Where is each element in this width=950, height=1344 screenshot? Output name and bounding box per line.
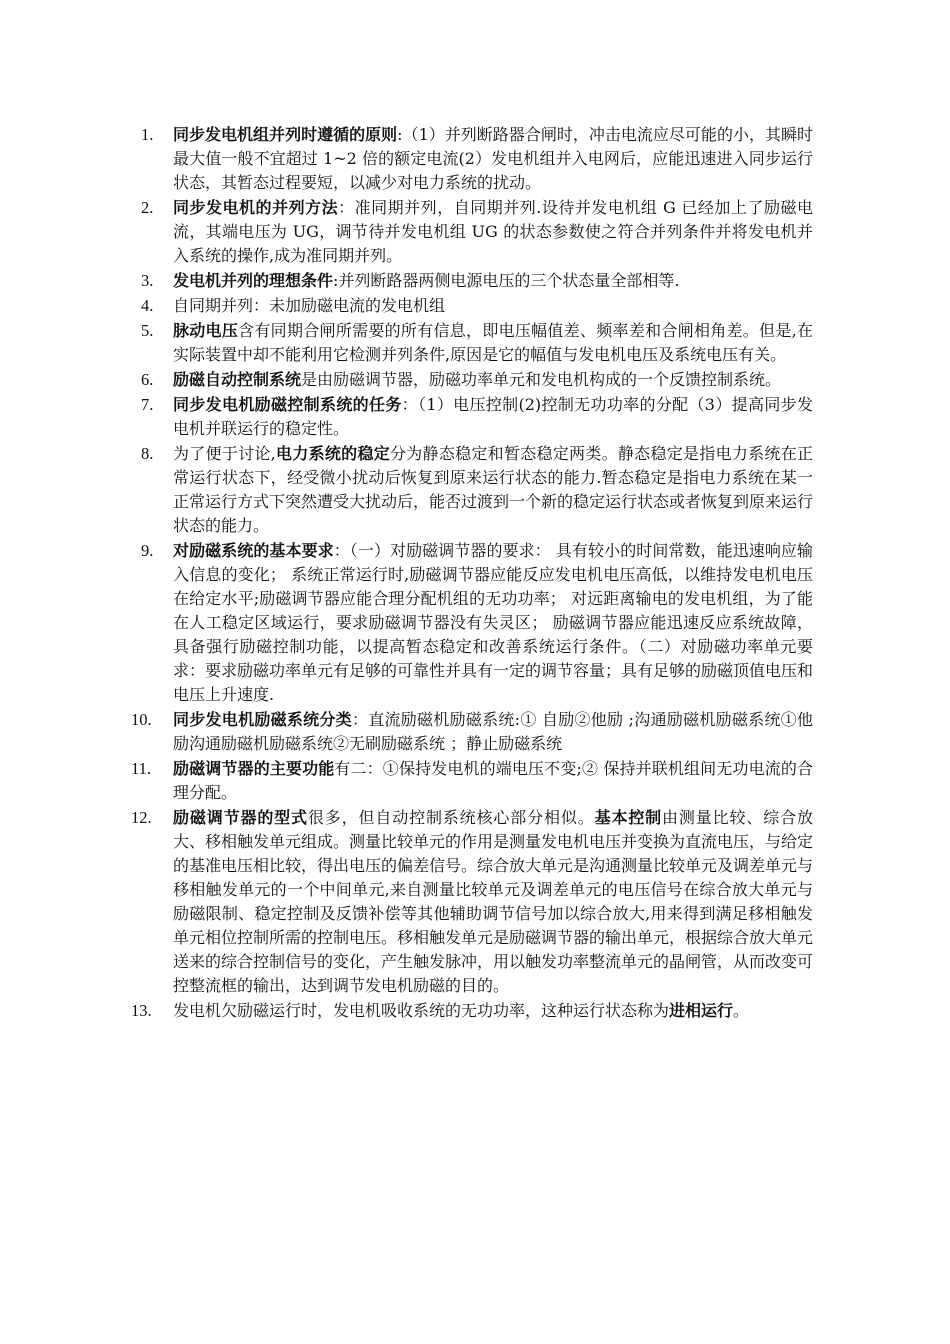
item-number: 12. [131, 808, 152, 827]
item-number: 4. [141, 296, 154, 315]
bold-term: 励磁自动控制系统 [173, 370, 302, 389]
numbered-notes-list [131, 123, 813, 1024]
item-number: 13. [131, 1001, 152, 1020]
item-number: 5. [141, 321, 154, 340]
item-number: 6. [141, 370, 154, 389]
list-item [131, 319, 813, 367]
item-text: 含有同期合闸所需要的所有信息，即电压幅值差、频率差和合闸相角差。但是,在实际装置中却不能利用它检测并列条件,原因是它的幅值与发电机电压及系统电压有关。 [173, 321, 813, 364]
item-text: :并列断路器两侧电源电压的三个状态量全部相等. [333, 271, 680, 290]
item-text: 自同期并列：未加励磁电流的发电机组 [173, 296, 446, 315]
item-text: 为了便于讨论, [173, 444, 276, 463]
bold-term: 同步发电机组并列时遵循的原则 [173, 125, 398, 144]
bold-term: 同步发电机的并列方法 [173, 198, 339, 217]
item-text: 很多，但自动控制系统核心部分相似。 [307, 808, 595, 827]
list-item [131, 442, 813, 538]
bold-term: 同步发电机励磁控制系统的任务 [173, 395, 402, 414]
list-item [131, 123, 813, 195]
list-item [131, 196, 813, 268]
bold-term: 脉动电压 [173, 321, 239, 340]
item-number: 8. [141, 444, 154, 463]
item-text: 发电机欠励磁运行时，发电机吸收系统的无功功率，这种运行状态称为 [173, 1001, 670, 1020]
item-number: 2. [141, 198, 154, 217]
list-item [131, 269, 813, 293]
item-number: 9. [141, 541, 154, 560]
list-item [131, 539, 813, 707]
bold-term: 对励磁系统的基本要求 [173, 541, 334, 560]
bold-term: 发电机并列的理想条件 [173, 271, 334, 290]
item-text: 由测量比较、综合放大、移相触发单元组成。测量比较单元的作用是测量发电机电压并变换为直流电压，与给定的基准电压相比较，得出电压的偏差信号。综合放大单元是沟通测量比较单元及调差单元与移相触发单元的一个中间单元,来自测量比较单元及调差单元的电压信号在综合放大单元与励磁限制、稳定控制及反馈补偿等其他辅助调节信号加以综合放大,用来得到满足移相触发单元相位控制所需的控制电压。移相触发单元是励磁调节器的输出单元，根据综合放大单元送来的综合控制信号的变化，产生触发脉冲，用以触发功率整流单元的晶闸管，从而改变可控整流框的输出，达到调节发电机励磁的目的。 [173, 808, 814, 995]
item-text: ：（1）电压控制(2)控制无功功率的分配（3）提高同步发电机并联运行的稳定性。 [173, 395, 813, 438]
bold-term: 励磁调节器的主要功能 [173, 759, 335, 778]
list-item [131, 999, 813, 1023]
list-item [131, 368, 813, 392]
item-text: 是由励磁调节器，励磁功率单元和发电机构成的一个反馈控制系统。 [301, 370, 782, 389]
item-text: ：直流励磁机励磁系统:① 自励②他励 ;沟通励磁机励磁系统①他励沟通励磁机励磁系统②无刷励磁系统 ；静止励磁系统 [173, 710, 813, 753]
bold-term: 基本控制 [594, 808, 663, 827]
list-item [131, 393, 813, 441]
item-text: 分为静态稳定和暂态稳定两类。静态稳定是指电力系统在正常运行状态下，经受微小扰动后恢复到原来运行状态的能力.暂态稳定是指电力系统在某一正常运行方式下突然遭受大扰动后，能否过渡到一个新的稳定运行状态或者恢复到原来运行状态的能力。 [173, 444, 814, 535]
bold-term: 电力系统的稳定 [275, 444, 390, 463]
list-item [131, 757, 813, 805]
item-text: :（1）并列断路器合闸时，冲击电流应尽可能的小，其瞬时最大值一般不宜超过 1~2 倍的额定电流(2）发电机组并入电网后，应能迅速进入同步运行状态，其暂态过程要短，以减少对电力系统的扰动。 [173, 125, 813, 192]
item-text: ：（一）对励磁调节器的要求： 具有较小的时间常数，能迅速响应输入信息的变化； 系统正常运行时,励磁调节器应能反应发电机电压高低，以维持发电机电压在给定水平;励磁调节器应能合理分配机组的无功功率； 对远距离输电的发电机组，为了能在人工稳定区域运行，要求励磁调节器没有失灵区； 励磁调节器应能迅速反应系统故障，具备强行励磁控制功能，以提高暂态稳定和改善系统运行条件。（二）对励磁功率单元要求：要求励磁功率单元有足够的可靠性并具有一定的调节容量；具有足够的励磁顶值电压和电压上升速度. [173, 541, 814, 704]
item-text: ：准同期并列，自同期并列.设待并发电机组 G 已经加上了励磁电流，其端电压为 UG，调节待并发电机组 UG 的状态参数使之符合并列条件并将发电机并入系统的操作,成为准同期并列。 [173, 198, 813, 265]
item-number: 7. [141, 395, 154, 414]
item-text: 有二：①保持发电机的端电压不变;② 保持并联机组间无功电流的合理分配。 [173, 759, 813, 802]
item-number: 10. [131, 710, 152, 729]
bold-term: 励磁调节器的型式 [173, 808, 308, 827]
item-number: 11. [131, 759, 152, 778]
item-number: 3. [141, 271, 154, 290]
bold-term: 进相运行 [669, 1001, 734, 1020]
list-item [131, 708, 813, 756]
bold-term: 同步发电机励磁系统分类 [173, 710, 352, 729]
item-number: 1. [141, 125, 154, 144]
list-item [131, 806, 813, 998]
item-text: 。 [733, 1001, 750, 1020]
list-item [131, 294, 813, 318]
